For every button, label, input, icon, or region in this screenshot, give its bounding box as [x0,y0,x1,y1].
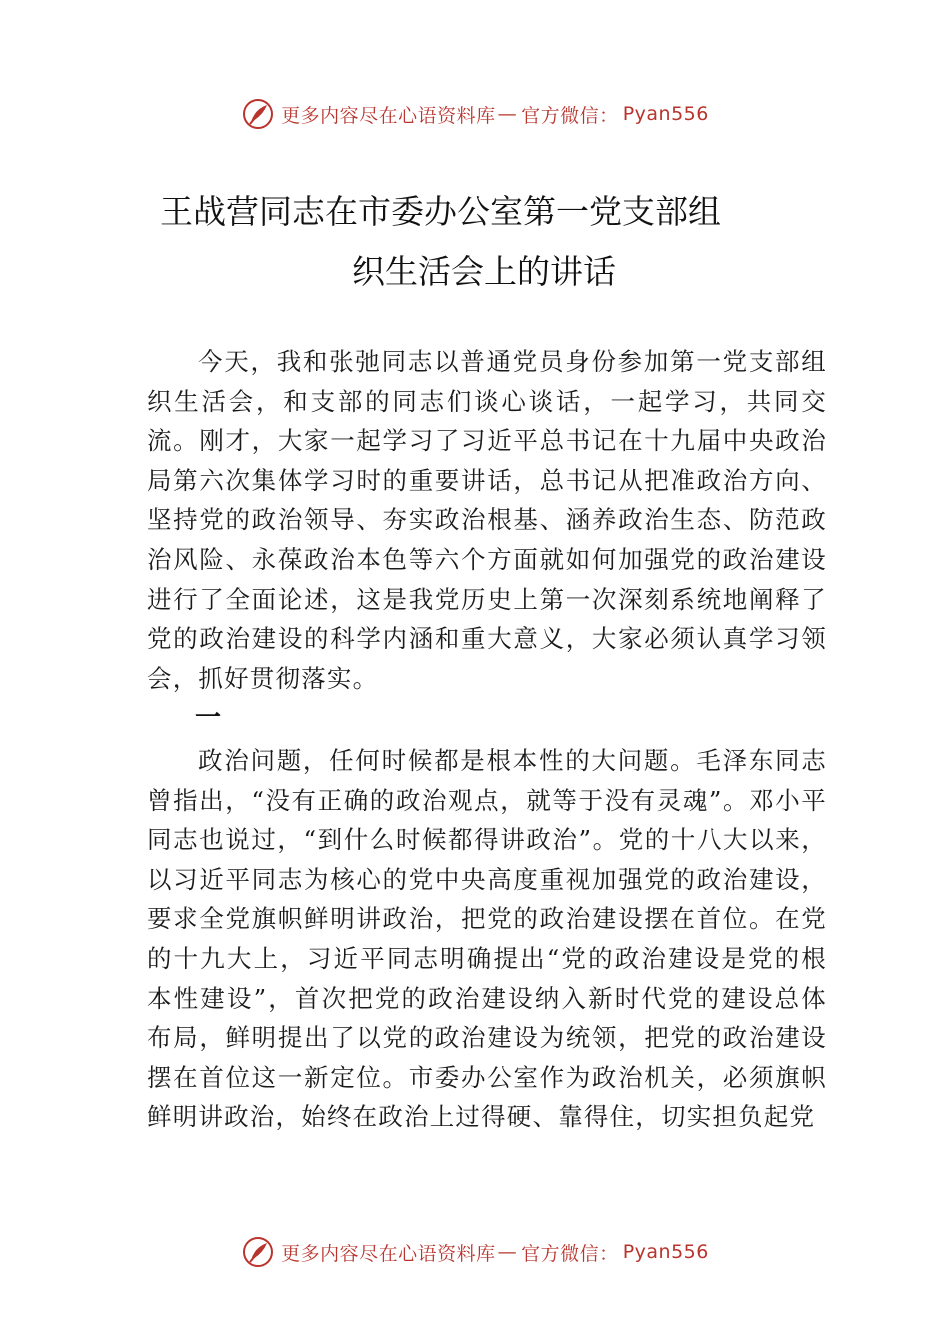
banner-main-text: 更多内容尽在心语资料库 [281,104,496,127]
banner-separator: — [497,103,518,125]
banner-main-text: 更多内容尽在心语资料库 [281,1242,496,1265]
header-banner [0,94,950,134]
banner-wechat-label: 官方微信： [521,1242,619,1265]
banner-wechat-id: Pyan556 [622,103,709,125]
title-line-2: 织生活会上的讲话 [352,252,616,291]
section-number: 一 [195,703,222,733]
paragraph-intro: 今天，我和张弛同志以普通党员身份参加第一党支部组织生活会，和支部的同志们谈心谈话，一起学习，共同交流。刚才，大家一起学习了习近平总书记在十九届中央政治局第六次集体学习时的重要讲话，总书记从把准政治方向、坚持党的政治领导、夯实政治根基、涵养政治生态、防范政治风险、永葆政治本色等六个方面就如何加强党的政治建设进行了全面论述，这是我党历史上第一次深刻系统地阐释了党的政治建设的科学内涵和重大意义，大家必须认真学习领会，抓好贯彻落实。 [147,347,827,693]
banner-wechat-id: Pyan556 [622,1241,709,1263]
footer-banner [0,1232,950,1272]
feather-seal-icon [241,1235,275,1269]
feather-seal-icon [241,97,275,131]
title-line-1: 王战营同志在市委办公室第一党支部组 [160,192,721,231]
banner-separator: — [497,1241,518,1263]
banner-wechat-label: 官方微信： [521,104,619,127]
paragraph-political: 政治问题，任何时候都是根本性的大问题。毛泽东同志曾指出，“没有正确的政治观点，就等于没有灵魂”。邓小平同志也说过，“到什么时候都得讲政治”。党的十八大以来，以习近平同志为核心的党中央高度重视加强党的政治建设，要求全党旗帜鲜明讲政治，把党的政治建设摆在首位。在党的十九大上，习近平同志明确提出“党的政治建设是党的根本性建设”，首次把党的政治建设纳入新时代党的建设总体布局，鲜明提出了以党的政治建设为统领，把党的政治建设摆在首位这一新定位。市委办公室作为政治机关，必须旗帜鲜明讲政治，始终在政治上过得硬、靠得住，切实担负起党 [147,746,827,1132]
